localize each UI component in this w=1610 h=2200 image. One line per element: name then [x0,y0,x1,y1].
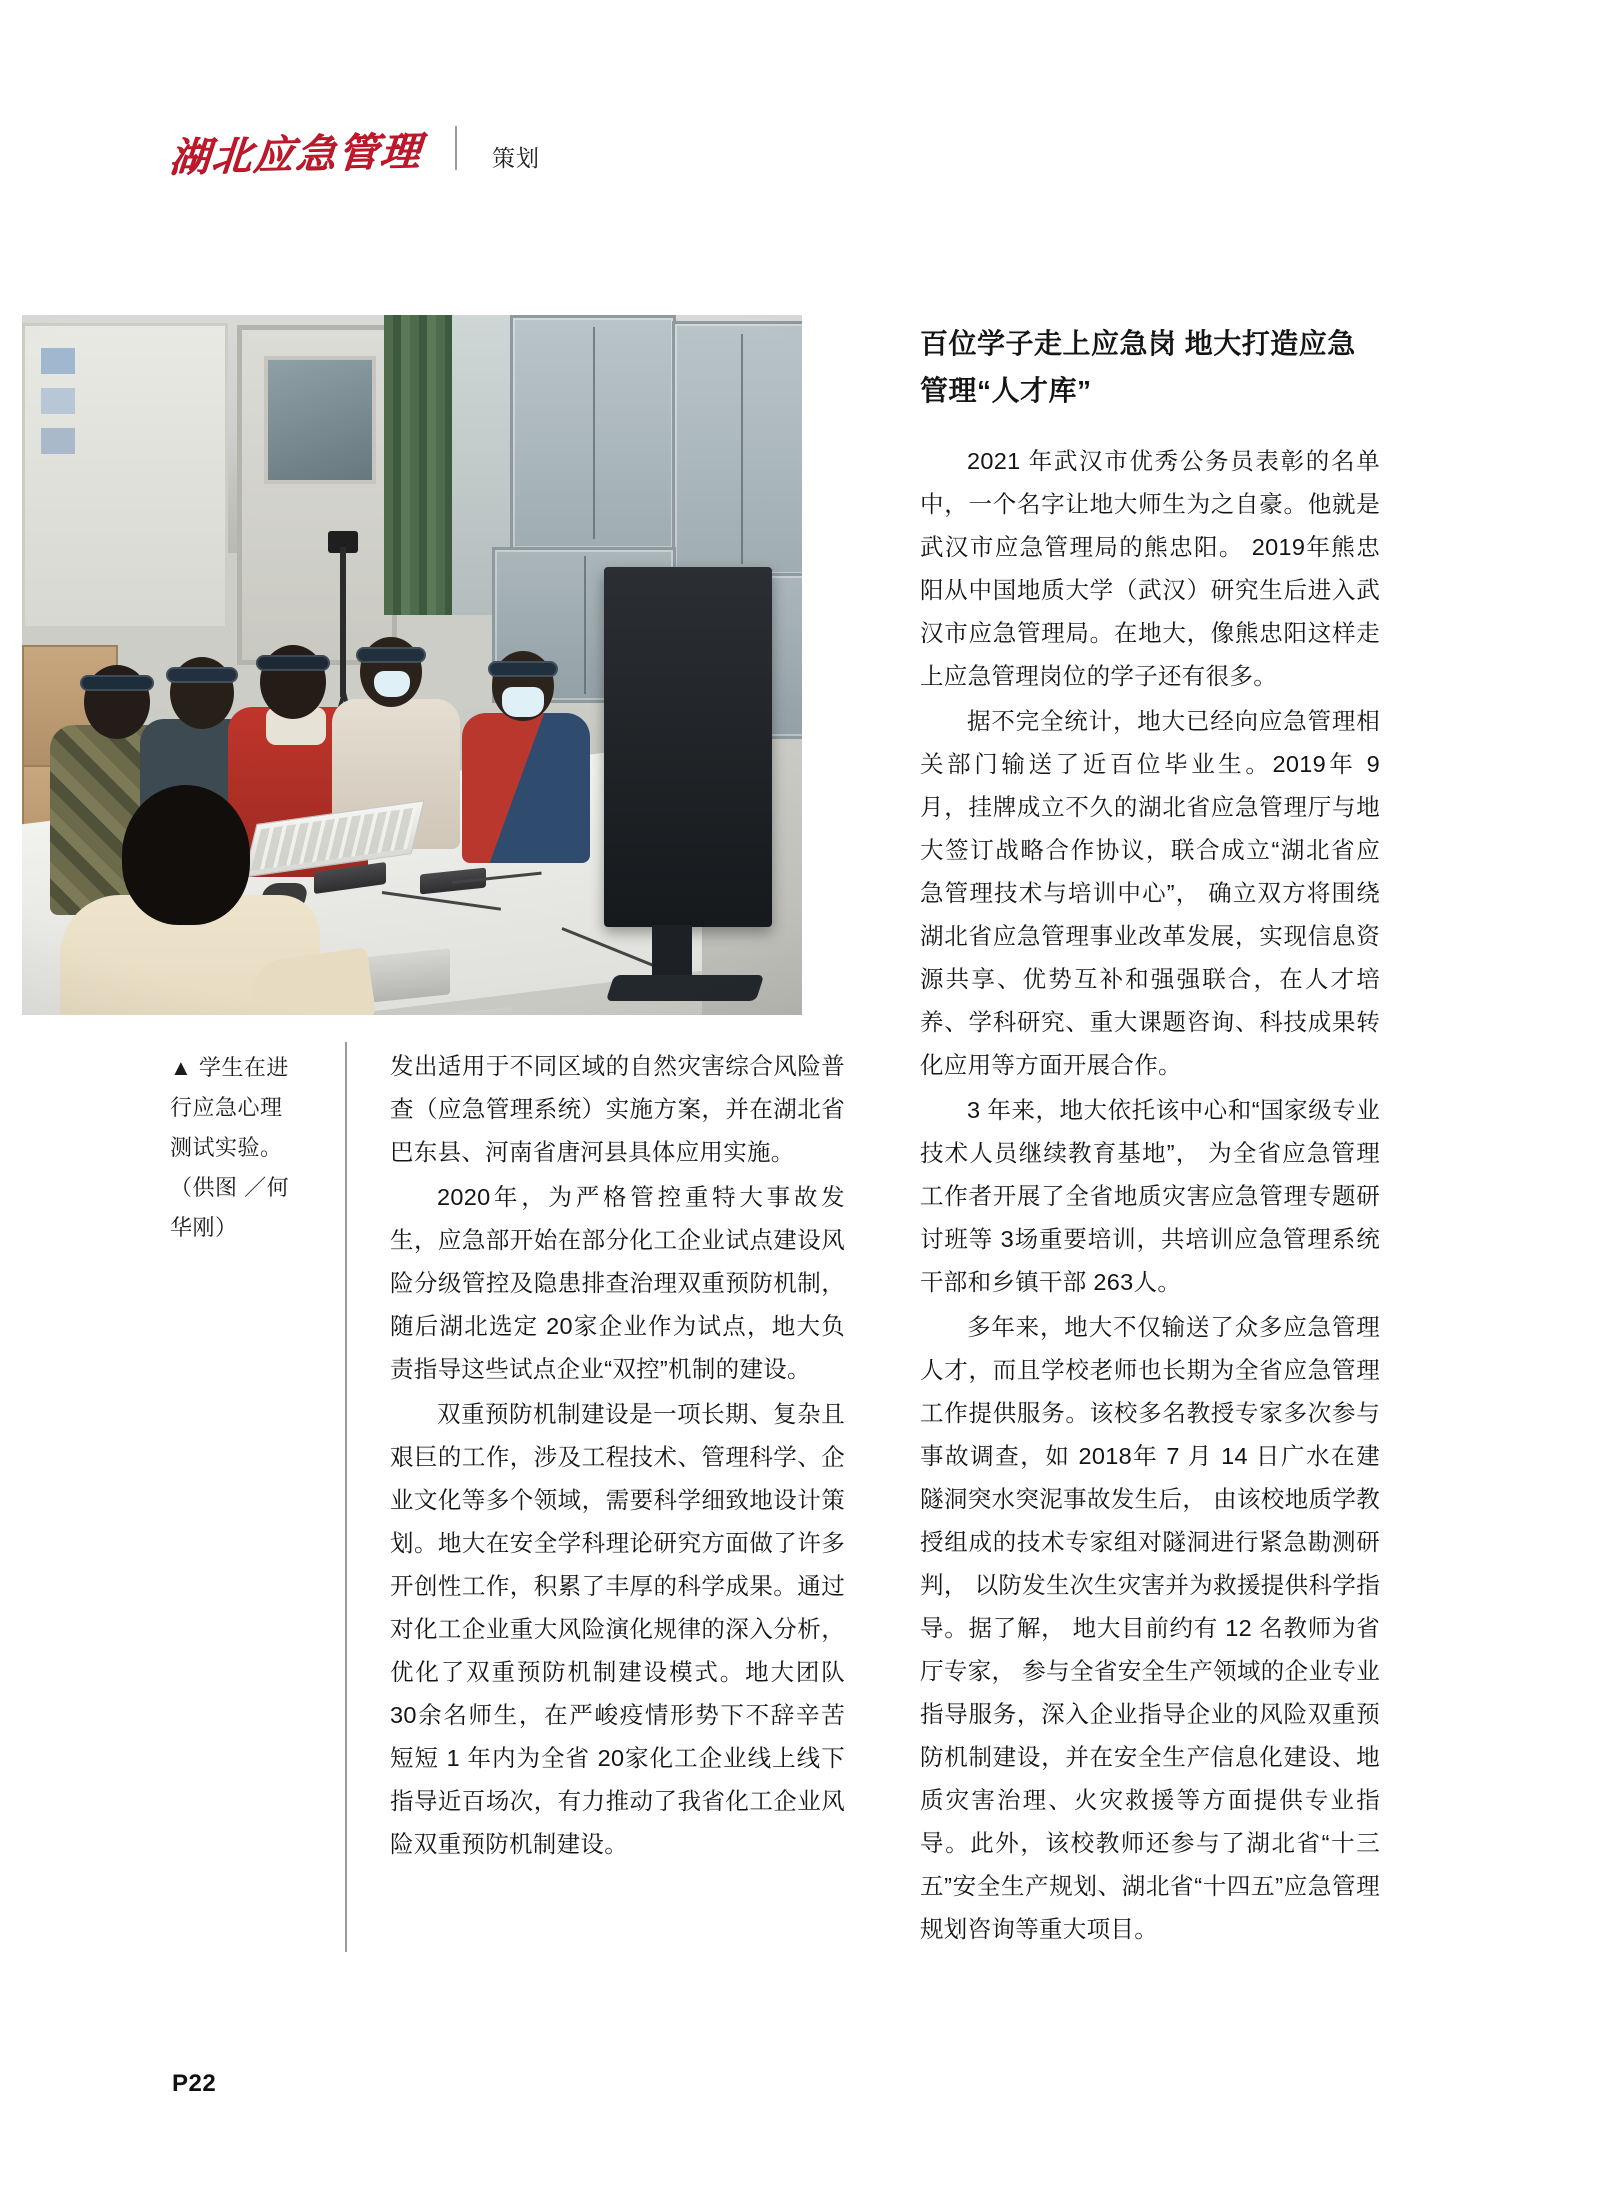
photo-scene [22,315,802,1015]
paragraph: 双重预防机制建设是一项长期、复杂且艰巨的工作，涉及工程技术、管理科学、企业文化等多个领域，需要科学细致地设计策划。地大在安全学科理论研究方面做了许多开创性工作，积累了丰厚的科学成果。通过对化工企业重大风险演化规律的深入分析，优化了双重预防机制建设模式。地大团队 30余名师生，在严峻疫情形势下不辞辛苦短短 1 年内为全省 20家化工企业线上线下指导近百场次，有力推动了我省化工企业风险双重预防机制建设。 [390,1401,845,1857]
paragraph: 2020年，为严格管控重特大事故发生，应急部开始在部分化工企业试点建设风险分级管控及隐患排查治理双重预防机制，随后湖北选定 20家企业作为试点，地大负责指导这些试点企业“双控”机制的建设。 [390,1184,845,1382]
right-body-column [920,320,1380,1953]
column-divider [345,1042,347,1952]
magazine-logo: 湖北应急管理 [167,128,424,180]
article-headline: 百位学子走上应急岗 地大打造应急管理“人才库” [920,328,1356,406]
paragraph: 据不完全统计，地大已经向应急管理相关部门输送了近百位毕业生。2019年 9 月，挂牌成立不久的湖北省应急管理厅与地大签订战略合作协议，联合成立“湖北省应急管理技术与培训中心”， 确立双方将围绕湖北省应急管理事业改革发展，实现信息资源共享、优势互补和强强联合，在人才培养、学科研究、重大课题咨询、科技成果转化应用等方面开展合作。 [920,708,1380,1078]
paragraph: 3 年来，地大依托该中心和“国家级专业技术人员继续教育基地”， 为全省应急管理工作者开展了全省地质灾害应急管理专题研讨班等 3场重要培训，共培训应急管理系统干部和乡镇干部 263人。 [920,1097,1380,1295]
photo-vignette [22,315,802,1015]
section-label: 策划 [492,145,540,171]
paragraph: 多年来，地大不仅输送了众多应急管理人才，而且学校老师也长期为全省应急管理工作提供服务。该校多名教授专家多次参与事故调查，如 2018年 7 月 14 日广水在建隧洞突水突泥事故发生后， 由该校地质学教授组成的技术专家组对隧洞进行紧急勘测研判， 以防发生次生灾害并为救援提供科学指导。据了解， 地大目前约有 12 名教师为省厅专家， 参与全省安全生产领域的企业专业指导服务，深入企业指导企业的风险双重预防机制建设，并在安全生产信息化建设、地质灾害治理、火灾救援等方面提供专业指导。此外，该校教师还参与了湖北省“十三五”安全生产规划、湖北省“十四五”应急管理规划咨询等重大项目。 [920,1314,1380,1942]
paragraph: 2021 年武汉市优秀公务员表彰的名单中，一个名字让地大师生为之自豪。他就是武汉市应急管理局的熊忠阳。 2019年熊忠阳从中国地质大学（武汉）研究生后进入武汉市应急管理局。在地大，像熊忠阳这样走上应急管理岗位的学子还有很多。 [920,448,1380,689]
page-number: P22 [172,2070,217,2097]
masthead-divider [455,126,457,170]
article-photo [22,315,802,1015]
photo-caption: ▲ 学生在进行应急心理测试实验。（供图 ／何华刚） [170,1055,290,1240]
left-body-column [390,1045,845,1868]
paragraph: 发出适用于不同区域的自然灾害综合风险普查（应急管理系统）实施方案，并在湖北省巴东县、河南省唐河县具体应用实施。 [390,1053,845,1165]
